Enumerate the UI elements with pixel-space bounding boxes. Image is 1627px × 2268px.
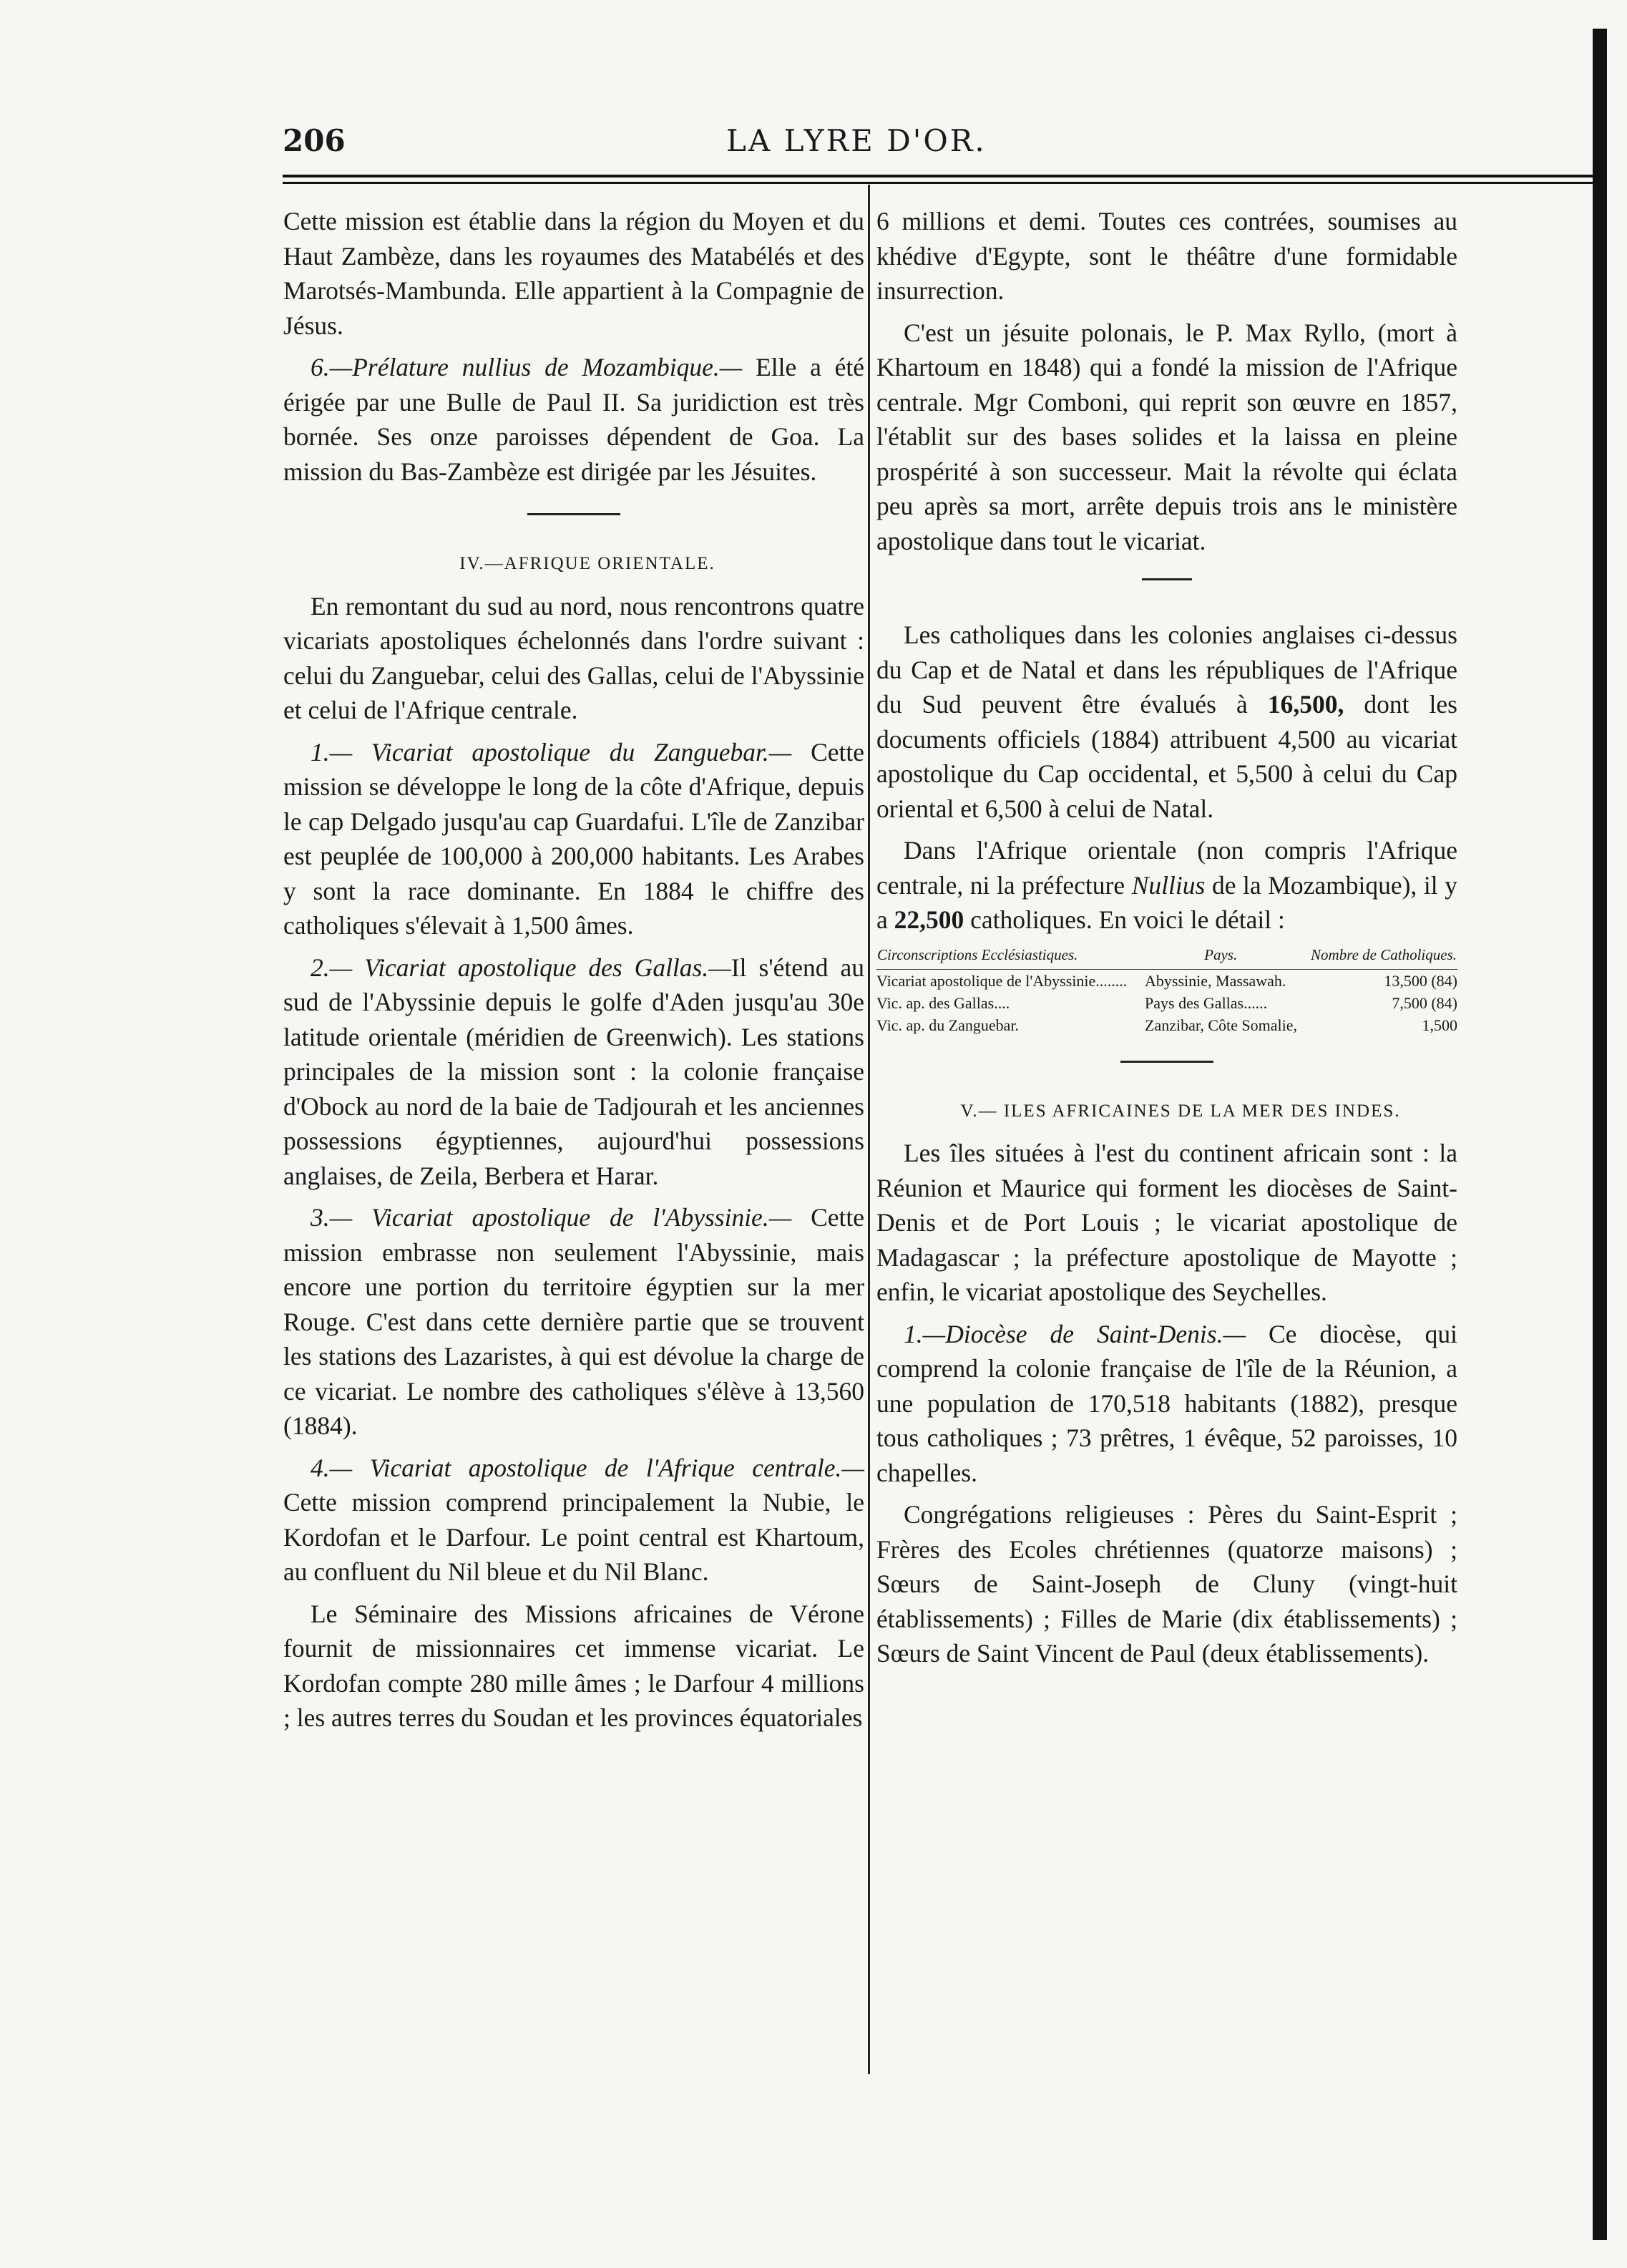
section-separator <box>1142 578 1192 580</box>
table-row <box>876 992 1457 1014</box>
section-heading: IV.—AFRIQUE ORIENTALE. <box>459 554 715 573</box>
paragraph <box>876 833 1457 938</box>
paragraph: En remontant du sud au nord, nous rencontrons quatre vicariats apostoliques échelonnés dans l'ordre suivant : celui du Zanguebar, celui des Gallas, celui de l'Abyssinie et celui de l'Afrique centrale. <box>283 591 864 724</box>
header-rule <box>283 175 1606 177</box>
table-cell: Pays des Gallas...... <box>1145 993 1268 1012</box>
paragraph-text: de la Mozambique), il y a <box>876 870 1457 934</box>
section-heading: V.— ILES AFRICAINES DE LA MER DES INDES. <box>960 1101 1401 1121</box>
paragraph-text: Les catholiques dans les colonies anglaises ci-dessus du Cap et de Natal et dans les républiques de l'Afrique du Sud peuvent être évalués à <box>876 620 1457 719</box>
page-header <box>283 123 1463 166</box>
section-separator <box>1120 1061 1213 1063</box>
page-edge-shadow <box>1593 29 1607 2240</box>
table-cell: Zanzibar, Côte Somalie, <box>1145 1016 1297 1034</box>
column-divider <box>868 185 870 2074</box>
table-header-row <box>876 945 1457 970</box>
paragraph-text: Cette mission embrasse non seulement l'Abyssinie, mais encore une portion du territoire égyptien sur la mer Rouge. C'est dans cette dernière partie que se trouvent les stations des Lazaristes, à qui est dévolue la charge de ce vicariat. Le nombre des catholiques s'élève à 13,560 (1884). <box>283 1203 864 1440</box>
paragraph-text: Dans l'Afrique orientale (non compris l'Afrique centrale, ni la préfecture <box>876 836 1457 900</box>
paragraph: C'est un jésuite polonais, le P. Max Ryllo, (mort à Khartoum en 1848) qui a fondé la mission de l'Afrique centrale. Mgr Comboni, qui reprit son œuvre en 1857, l'établit sur des bases solides et la laissa en pleine prospérité à son successeur. Mait la révolte qui éclata peu après sa mort, arrête depuis trois ans le ministère apostolique dans tout le vicariat. <box>876 318 1457 555</box>
paragraph-text: Il s'étend au sud de l'Abyssinie depuis le golfe d'Aden jusqu'au 30e latitude orientale (méridien de Greenwich). Les stations principales de la mission sont : la colonie française d'Obock au nord de la baie de Tadjourah et les anciennes possessions égyptiennes, aujourd'hui possessions anglaises, de Zeila, Berbera et Harar. <box>283 953 864 1190</box>
table-cell: Abyssinie, Massawah. <box>1145 971 1286 990</box>
paragraph <box>876 1317 1457 1491</box>
table-header-cell: Circonscriptions Ecclésiastiques. <box>876 945 1138 970</box>
paragraph <box>876 618 1457 826</box>
table-header-cell: Nombre de Catholiques. <box>1304 945 1457 970</box>
running-title: LA LYRE D'OR. <box>726 123 987 158</box>
left-column <box>283 204 864 1743</box>
paragraph-lead: 2.— Vicariat apostolique des Gallas.— <box>311 953 731 982</box>
table-cell: Vic. ap. du Zanguebar. <box>876 1016 1020 1034</box>
paragraph <box>283 950 864 1194</box>
page-number: 206 <box>283 123 346 158</box>
paragraph <box>283 350 864 489</box>
paragraph-text: catholiques. En voici le détail : <box>964 905 1285 934</box>
paragraph <box>283 735 864 943</box>
table-cell: Vicariat apostolique de l'Abyssinie........ <box>876 971 1128 990</box>
paragraph-text: Cette mission comprend principalement la Nubie, le Kordofan et le Darfour. Le point central est Khartoum, au confluent du Nil bleue et du Nil Blanc. <box>283 1488 864 1586</box>
table-row <box>876 969 1457 992</box>
paragraph-lead: 1.—Diocèse de Saint-Denis.— <box>904 1319 1246 1348</box>
paragraph: Congrégations religieuses : Pères du Saint-Esprit ; Frères des Ecoles chrétiennes (quatorze maisons) ; Sœurs de Saint-Joseph de Cluny (vingt-huit établissements) ; Filles de Marie (dix établissements) ; Sœurs de Saint Vincent de Paul (deux établissements). <box>876 1500 1457 1668</box>
paragraph: Le Séminaire des Missions africaines de Vérone fournit de missionnaires cet immense vicariat. Le Kordofan compte 280 mille âmes ; le Darfour 4 millions ; les autres terres du Soudan et les provinces équatoriales <box>283 1599 864 1732</box>
paragraph-lead: 3.— Vicariat apostolique de l'Abyssinie.— <box>311 1203 792 1232</box>
paragraph-text: dont les documents officiels (1884) attribuent 4,500 au vicariat apostolique du Cap occidental, et 5,500 à celui du Cap oriental et 6,500 à celui de Natal. <box>876 690 1457 823</box>
table-cell: 7,500 (84) <box>1392 993 1457 1012</box>
paragraph-lead: 4.— Vicariat apostolique de l'Afrique centrale.— <box>311 1453 864 1482</box>
paragraph-text: Ce diocèse, qui comprend la colonie française de l'île de la Réunion, a une population de 170,518 habitants (1882), presque tous catholiques ; 73 prêtres, 1 évêque, 52 paroisses, 10 chapelles. <box>876 1319 1458 1487</box>
table-cell: Vic. ap. des Gallas.... <box>876 993 1010 1012</box>
table-cell: 13,500 (84) <box>1384 971 1457 990</box>
table-cell: 1,500 <box>1422 1016 1457 1034</box>
paragraph <box>283 1200 864 1444</box>
paragraph <box>283 1451 864 1590</box>
paragraph-lead: 6.—Prélature nullius de Mozambique.— <box>311 353 743 381</box>
table-header-cell: Pays. <box>1138 945 1304 970</box>
paragraph-bold: 22,500 <box>894 905 964 934</box>
table-row <box>876 1014 1457 1036</box>
paragraph: 6 millions et demi. Toutes ces contrées, soumises au khédive d'Egypte, sont le théâtre d'une formidable insurrection. <box>876 207 1457 305</box>
paragraph-bold: 16,500, <box>1267 690 1344 719</box>
paragraph-lead: 1.— Vicariat apostolique du Zanguebar.— <box>311 737 792 766</box>
paragraph-text: Cette mission se développe le long de la côte d'Afrique, depuis le cap Delgado jusqu'au cap Guardafui. L'île de Zanzibar est peuplée de 100,000 à 200,000 habitants. Les Arabes y sont la race dominante. En 1884 le chiffre des catholiques s'élevait à 1,500 âmes. <box>283 737 864 940</box>
paragraph-italic: Nullius <box>1131 870 1206 900</box>
catholics-table <box>876 945 1457 1036</box>
paragraph: Les îles situées à l'est du continent africain sont : la Réunion et Maurice qui forment les diocèses de Saint-Denis et de Port Louis ; le vicariat apostolique de Madagascar ; la préfecture apostolique de Mayotte ; enfin, le vicariat apostolique des Seychelles. <box>876 1139 1457 1306</box>
header-rule-secondary <box>283 182 1606 184</box>
right-column <box>876 204 1457 1678</box>
paragraph: Cette mission est établie dans la région du Moyen et du Haut Zambèze, dans les royaumes des Matabélés et des Marotsés-Mambunda. Elle appartient à la Compagnie de Jésus. <box>283 207 864 340</box>
paragraph-text: Elle a été érigée par une Bulle de Paul II. Sa juridiction est très bornée. Ses onze paroisses dépendent de Goa. La mission du Bas-Zambèze est dirigée par les Jésuites. <box>283 353 864 486</box>
section-separator <box>527 513 620 515</box>
